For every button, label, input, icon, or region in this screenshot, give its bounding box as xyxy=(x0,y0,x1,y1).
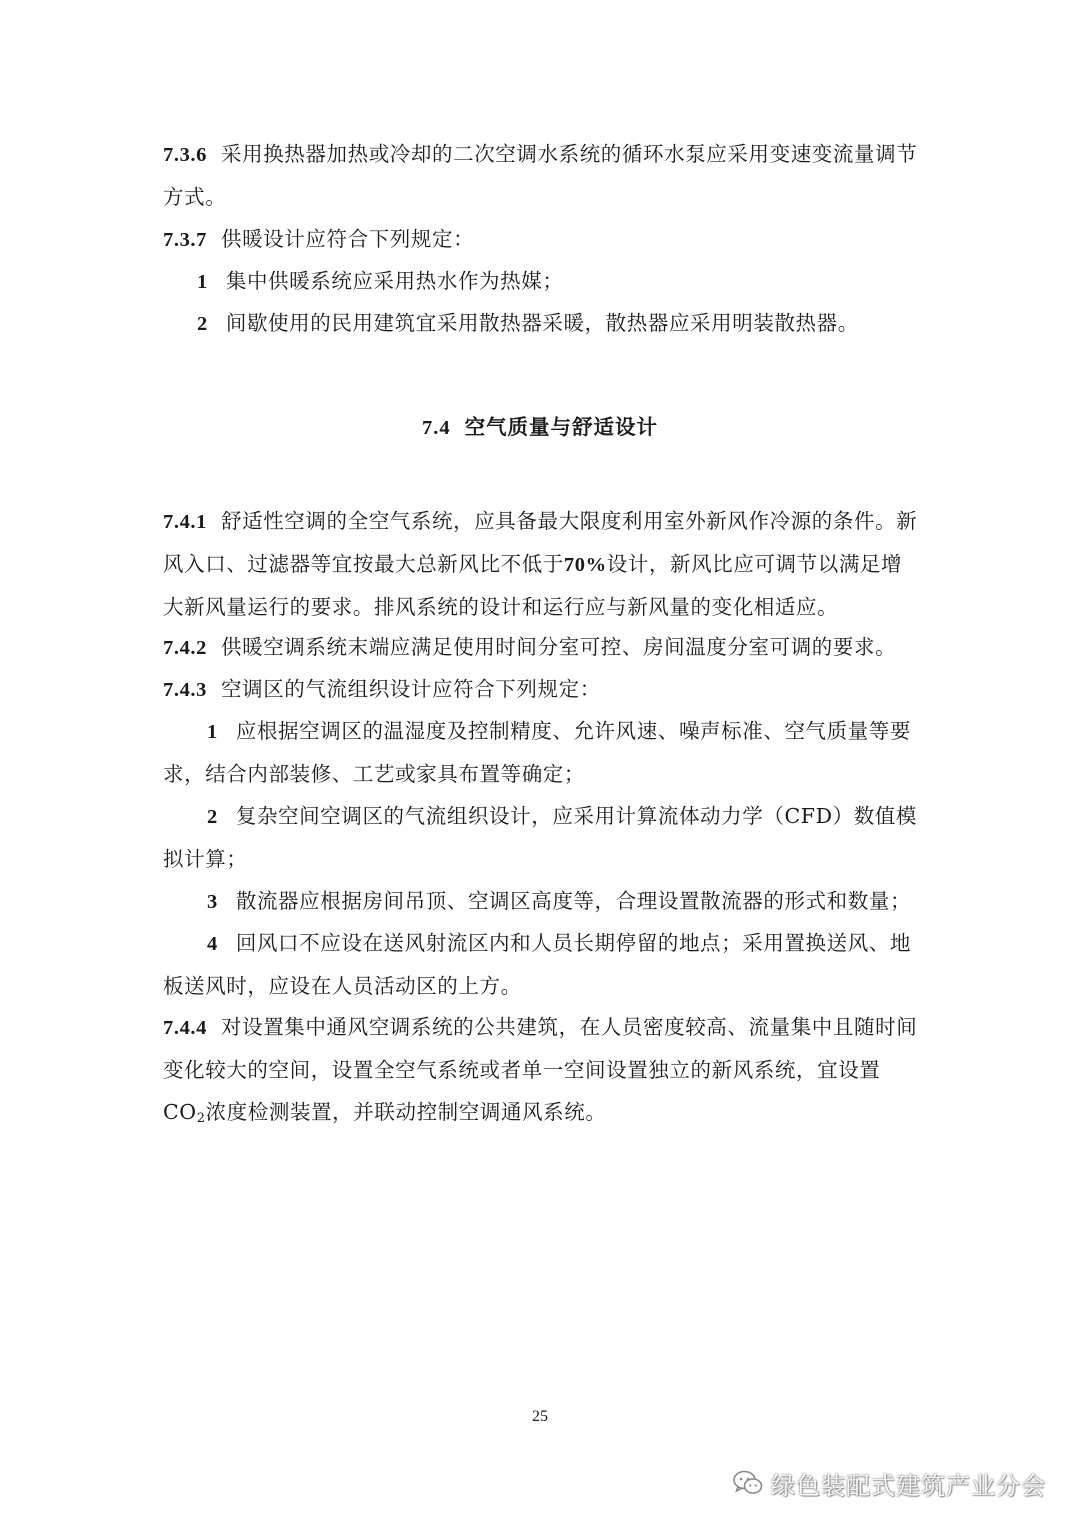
clause-text: 舒适性空调的全空气系统，应具备最大限度利用室外新风作冷源的条件。新风入口、过滤器等宜按最大总新风比不低于 xyxy=(163,509,918,576)
clause-text: 供暖空调系统末端应满足使用时间分室可控、房间温度分室可调的要求。 xyxy=(221,635,897,659)
page-number: 25 xyxy=(532,1408,548,1425)
clause-number: 7.4.3 xyxy=(163,679,207,701)
item-text: 应根据空调区的温湿度及控制精度、允许风速、噪声标准、空气质量等要求，结合内部装修、工艺或家具布置等确定； xyxy=(163,719,912,786)
clause-emphasis: 70% xyxy=(563,554,607,576)
list-item xyxy=(163,880,919,923)
clause-7-4-4 xyxy=(163,1006,919,1140)
section-heading xyxy=(0,410,1080,440)
heading-number: 7.4 xyxy=(421,417,451,439)
clause-text: 采用换热器加热或冷却的二次空调水系统的循环水泵应采用变速变流量调节方式。 xyxy=(163,142,918,209)
clause-7-3-6 xyxy=(163,133,919,218)
item-number: 1 xyxy=(207,721,218,743)
clause-number: 7.3.7 xyxy=(163,229,207,251)
clause-number: 7.4.4 xyxy=(163,1017,207,1039)
clause-text: 浓度检测装置，并联动控制空调通风系统。 xyxy=(205,1100,607,1124)
item-number: 1 xyxy=(197,271,208,293)
item-text: 散流器应根据房间吊顶、空调区高度等，合理设置散流器的形式和数量； xyxy=(235,889,912,913)
watermark-text: 绿色装配式建筑产业分会 xyxy=(771,1471,1046,1500)
item-number: 2 xyxy=(207,806,218,828)
heading-title: 空气质量与舒适设计 xyxy=(464,415,659,439)
item-text: 回风口不应设在送风射流区内和人员长期停留的地点；采用置换送风、地板送风时，应设在人员活动区的上方。 xyxy=(163,931,912,998)
list-item xyxy=(163,260,919,303)
list-item xyxy=(163,922,919,1007)
clause-number: 7.3.6 xyxy=(163,144,207,166)
clause-text: 供暖设计应符合下列规定： xyxy=(221,227,475,251)
item-text: 集中供暖系统应采用热水作为热媒； xyxy=(225,269,564,293)
co2-symbol: $CO_2$ xyxy=(163,1100,206,1126)
clause-text: 设计，新风比应可调节以满足增大新风量运行的要求。排风系统的设计和运行应与新风量的变化相适应。 xyxy=(163,552,903,619)
list-item xyxy=(163,710,919,795)
clause-7-4-3 xyxy=(163,668,919,711)
clause-text: 空调区的气流组织设计应符合下列规定： xyxy=(221,677,601,701)
clause-text: 对设置集中通风空调系统的公共建筑，在人员密度较高、流量集中且随时间变化较大的空间，设置全空气系统或者单一空间设置独立的新风系统，宜设置 xyxy=(163,1015,918,1082)
item-number: 2 xyxy=(197,313,208,335)
list-item xyxy=(163,302,919,345)
watermark xyxy=(733,1463,1046,1503)
clause-7-4-1 xyxy=(163,500,919,628)
item-number: 4 xyxy=(207,933,218,955)
clause-number: 7.4.1 xyxy=(163,511,207,533)
item-text: 间歇使用的民用建筑宜采用散热器采暖，散热器应采用明装散热器。 xyxy=(225,311,859,335)
clause-7-4-2 xyxy=(163,626,919,669)
clause-number: 7.4.2 xyxy=(163,637,207,659)
wechat-icon xyxy=(733,1470,763,1496)
item-number: 3 xyxy=(207,891,218,913)
item-text: 复杂空间空调区的气流组织设计，应采用计算流体动力学（CFD）数值模拟计算； xyxy=(163,804,918,871)
list-item xyxy=(163,795,919,880)
clause-7-3-7 xyxy=(163,218,919,261)
